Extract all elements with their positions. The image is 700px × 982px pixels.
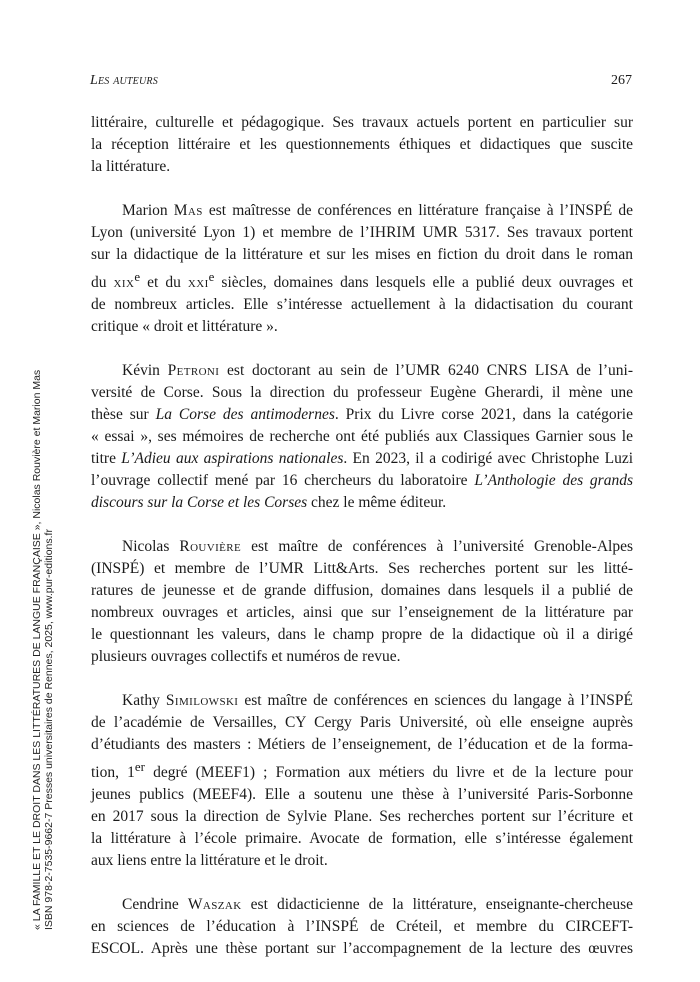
text-line: de nombreux articles. Elle s’intéresse actuellement à la didactisation du courant xyxy=(91,296,633,314)
text-segment: et du xyxy=(140,274,188,292)
text-line: (INSPÉ) et membre de l’UMR Litt&Arts. Ses recherches portent sur les litté- xyxy=(91,560,633,578)
text-line: aux liens entre la littérature et le droit. xyxy=(91,852,328,870)
page-number: 267 xyxy=(611,73,632,88)
text-segment: chez le même éditeur. xyxy=(307,494,447,512)
text-line xyxy=(91,536,633,558)
text-line xyxy=(91,448,633,470)
author-surname: Waszak xyxy=(187,896,242,914)
book-title: discours sur la Corse et les Corses xyxy=(91,494,308,512)
text-line xyxy=(91,756,633,784)
author-first-name: Nicolas xyxy=(122,538,180,556)
page-body xyxy=(91,112,633,982)
superscript: e xyxy=(208,269,215,284)
text-line: jeunes publics (MEEF4). Elle a soutenu une thèse à l’université Paris-Sorbonne xyxy=(91,786,633,804)
text-line: versité de Corse. Sous la direction du professeur Eugène Gherardi, il mène une xyxy=(91,384,633,402)
text-line: la littérature. xyxy=(91,158,171,175)
superscript: e xyxy=(134,269,141,284)
text-line xyxy=(91,690,633,712)
text-line: critique « droit et littérature ». xyxy=(91,318,278,336)
text-segment: titre xyxy=(91,450,122,468)
text-line: Lyon (université Lyon 1) et membre de l’IHRIM UMR 5317. Ses travaux portent xyxy=(91,224,633,241)
text-line xyxy=(91,360,633,382)
text-segment: thèse sur xyxy=(91,406,156,424)
text-segment: est maîtresse de conférences en littérature française à l’INSPÉ de xyxy=(202,202,633,219)
text-line: la réception littéraire et les questionnements éthiques et didactiques que suscite xyxy=(91,136,633,153)
text-line: la littérature à l’école primaire. Avocate de formation, elle s’intéresse également xyxy=(91,830,633,848)
author-first-name: Kathy xyxy=(122,692,166,710)
author-first-name: Cendrine xyxy=(122,896,188,914)
superscript: er xyxy=(134,759,145,775)
text-line: nombreux ouvrages et articles, ainsi que sur l’enseignement de la littérature par xyxy=(91,604,633,622)
book-title: La Corse des antimodernes xyxy=(155,406,335,424)
side-credit-line: « LA FAMILLE ET LE DROIT DANS LES LITTÉRATURES DE LANGUE FRANÇAISE », Nicolas Rouvière et Marion Mas xyxy=(31,369,43,930)
text-segment: est doctorant au sein de l’UMR 6240 CNRS LISA de l’uni- xyxy=(219,362,633,380)
text-line: de l’académie de Versailles, CY Cergy Paris Université, où elle enseigne auprès xyxy=(91,714,633,732)
text-line: ESCOL. Après une thèse portant sur l’accompagnement de la lecture des œuvres xyxy=(91,940,633,958)
text-line xyxy=(91,404,633,426)
side-credit xyxy=(32,370,55,930)
author-surname: Rouvière xyxy=(179,538,242,556)
text-line: plusieurs ouvrages collectifs et numéros de revue. xyxy=(91,648,401,666)
running-title: Les auteurs xyxy=(90,73,158,88)
text-segment: l’ouvrage collectif mené par 16 chercheurs du laboratoire xyxy=(91,472,475,490)
text-segment: degré (MEEF1) ; Formation aux métiers du livre et de la lecture pour xyxy=(144,764,633,782)
text-line xyxy=(91,266,633,294)
author-bio-similowski xyxy=(91,690,633,872)
text-segment: tion, 1 xyxy=(91,764,135,782)
author-bio-petroni xyxy=(91,360,633,514)
text-line: le questionnant les valeurs, dans le champ propre de la didactique où il a dirigé xyxy=(91,626,633,644)
text-line xyxy=(91,894,633,916)
text-segment: est maître de conférences en sciences du langage à l’INSPÉ xyxy=(238,692,633,710)
roman-numeral: xxi xyxy=(187,274,209,292)
paragraph-continuation xyxy=(91,112,633,178)
author-first-name: Marion xyxy=(122,202,174,219)
author-bio-rouviere xyxy=(91,536,633,668)
running-head xyxy=(90,73,632,93)
text-segment: est maître de conférences à l’université Grenoble-Alpes xyxy=(241,538,633,556)
author-surname: Petroni xyxy=(167,362,220,380)
text-segment: . Prix du Livre corse 2021, dans la catégorie xyxy=(334,406,633,424)
text-line: en sciences de l’éducation à l’INSPÉ de Créteil, et membre du CIRCEFT- xyxy=(91,918,633,936)
roman-numeral: xix xyxy=(113,274,135,292)
book-title: L’Anthologie des grands xyxy=(474,472,633,490)
text-segment: . En 2023, il a codirigé avec Christophe Luzi xyxy=(343,450,634,468)
author-first-name: Kévin xyxy=(122,362,168,380)
text-line xyxy=(91,470,633,492)
text-line: « essai », ses mémoires de recherche ont été publiés aux Classiques Garnier sous le xyxy=(91,428,633,446)
book-title: L’Adieu aux aspirations nationales xyxy=(121,450,344,468)
author-bio-waszak xyxy=(91,894,633,960)
text-line xyxy=(91,200,633,222)
text-line: littéraire, culturelle et pédagogique. Ses travaux actuels portent en particulier sur xyxy=(91,114,633,131)
text-segment: siècles, domaines dans lesquels elle a publié deux ouvrages et xyxy=(214,274,634,292)
text-segment: du xyxy=(91,274,114,292)
author-surname: Mas xyxy=(173,202,203,219)
text-segment: est didacticienne de la littérature, enseignante-chercheuse xyxy=(241,896,633,914)
text-line: en 2017 sous la direction de Sylvie Plane. Ses recherches portent sur l’écriture et xyxy=(91,808,633,826)
author-bio-mas xyxy=(91,200,633,338)
text-line: ratures de jeunesse et de grande diffusion, domaines dans lesquels il a publié de xyxy=(91,582,633,600)
text-line: sur la didactique de la littérature et sur les mises en fiction du droit dans le roman xyxy=(91,246,633,263)
side-credit-line: ISBN 978-2-7535-9662-7 Presses universitaires de Rennes, 2025, www.pur-editions.fr xyxy=(42,529,55,930)
text-line: d’étudiants des masters : Métiers de l’enseignement, de l’éducation et de la forma- xyxy=(91,736,633,754)
text-line xyxy=(91,492,633,514)
author-surname: Similowski xyxy=(165,692,239,710)
